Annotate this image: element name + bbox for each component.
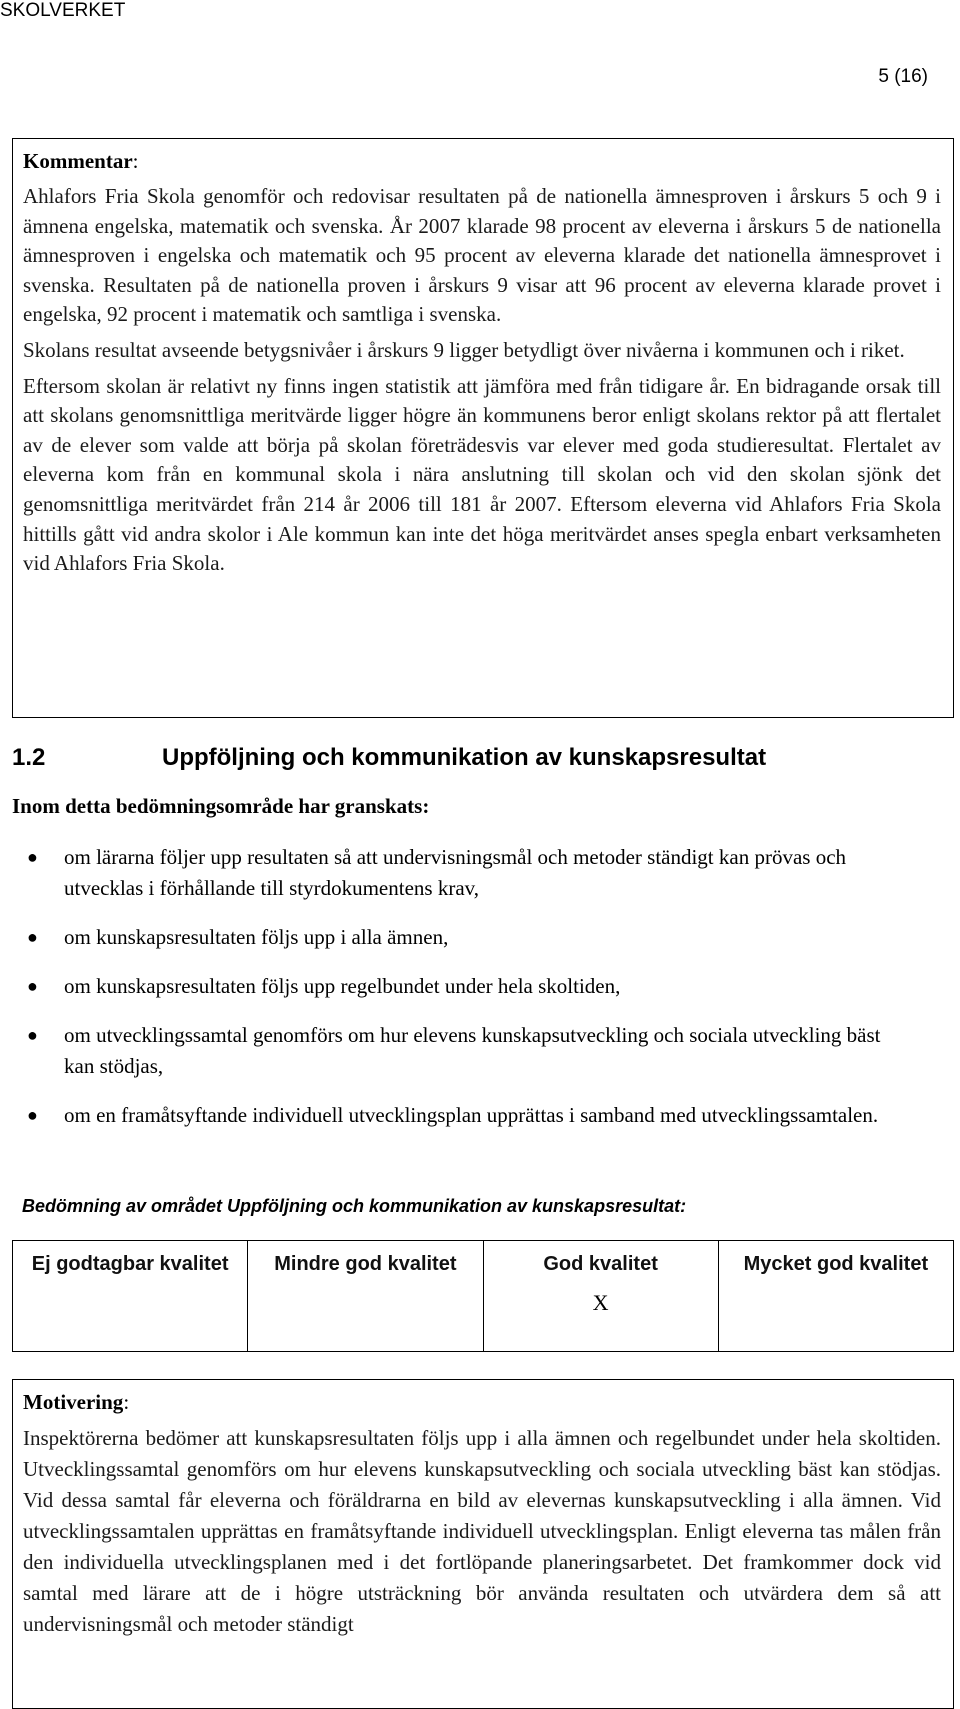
bullet-icon: ● [27,1105,38,1125]
list-item: ● om lärarna följer upp resultaten så att undervisningsmål och metoder ständigt kan prövas och utvecklas i förhållande till styrdokumentens krav, [12,842,912,904]
section-title: Uppföljning och kommunikation av kunskapsresultat [162,744,767,771]
bullet-icon: ● [27,927,38,947]
kommentar-box [12,138,954,718]
assessment-heading: Bedömning av området Uppföljning och kommunikation av kunskapsresultat: [22,1196,687,1216]
grade-table [12,1240,954,1352]
organization-name: SKOLVERKET [0,0,126,21]
grade-cell-ej-godtagbar [13,1241,248,1352]
grade-cell-mindre-god [248,1241,483,1352]
review-subheading: Inom detta bedömningsområde har granskats: [12,794,430,818]
grade-cell-god [483,1241,718,1352]
motivering-text: Inspektörerna bedömer att kunskapsresultaten följs upp i alla ämnen och regelbundet under hela skoltiden. Utvecklingssamtal genomförs om hur elevens kunskapsutveckling och sociala utveckling bäst kan stödjas. Vid dessa samtal får eleverna och föräldrarna en bild av elevernas kunskapsutveckling i alla ämnen. Vid utvecklingssamtalen upprättas en framåtsyftande individuell utvecklingsplan. Enligt eleverna tas målen från den individuella utvecklingsplanen med i det fortlöpande planeringsarbetet. Det framkommer dock vid samtal med lärare att de i högre utsträckning bör använda resultaten och utvärdera dem så att undervisningsmål och metoder ständigt [23,1426,941,1636]
grade-label: Ej godtagbar kvalitet [31,1253,229,1275]
kommentar-label: Kommentar: [23,149,139,173]
grade-label: God kvalitet [543,1253,658,1275]
motivering-box [12,1379,954,1709]
bullet-icon: ● [27,1025,38,1045]
bullet-icon: ● [27,976,38,996]
motivering-label: Motivering: [23,1390,130,1414]
section-number: 1.2 [12,744,46,771]
page-number: 5 (16) [878,66,928,87]
section-heading [12,744,952,772]
kommentar-paragraph-3: Eftersom skolan är relativt ny finns ingen statistik att jämföra med från tidigare år. En bidragande orsak till att skolans genomsnittliga meritvärde ligger högre än kommunens beror enligt skolans rektor på att flertalet av de elever som valde att börja på skolan företrädesvis var elever med goda studieresultat. Flertalet av eleverna kom från en kommunal skola i nära anslutning till skolan och vid den skolan sjönk det genomsnittliga meritvärdet från 214 år 2006 till 181 år 2007. Eftersom eleverna vid Ahlafors Fria Skola hittills gått vid andra skolor i Ale kommun kan inte det höga meritvärdet anses spegla enbart verksamheten vid Ahlafors Fria Skola. [23,373,941,576]
list-item: ● om kunskapsresultaten följs upp regelbundet under hela skoltiden, [12,971,912,1002]
grade-mark: X [592,1290,609,1315]
list-item: ● om utvecklingssamtal genomförs om hur elevens kunskapsutveckling och sociala utveckling bäst kan stödjas, [12,1020,912,1082]
grade-label: Mindre god kvalitet [274,1253,457,1275]
grade-label: Mycket god kvalitet [743,1253,929,1275]
grade-cell-mycket-god [718,1241,953,1352]
list-item: ● om en framåtsyftande individuell utvecklingsplan upprättas i samband med utvecklingssamtalen. [12,1100,912,1131]
kommentar-paragraph-1: Ahlafors Fria Skola genomför och redovisar resultaten på de nationella ämnesproven i årskurs 5 och 9 i ämnena engelska, matematik och svenska. År 2007 klarade 98 procent av eleverna i årskurs 5 de nationella ämnesproven i engelska och matematik och 95 procent av eleverna klarade det nationella ämnesprovet i svenska. Resultaten på de nationella proven i årskurs 9 visar att 96 procent av eleverna klarade provet i engelska, 92 procent i matematik och samtliga i svenska. [23,184,941,327]
bullet-icon: ● [27,847,38,867]
criteria-list [12,842,912,1149]
list-item: ● om kunskapsresultaten följs upp i alla ämnen, [12,922,912,953]
kommentar-paragraph-2: Skolans resultat avseende betygsnivåer i årskurs 9 ligger betydligt över nivåerna i kommunen och i riket. [23,337,905,362]
